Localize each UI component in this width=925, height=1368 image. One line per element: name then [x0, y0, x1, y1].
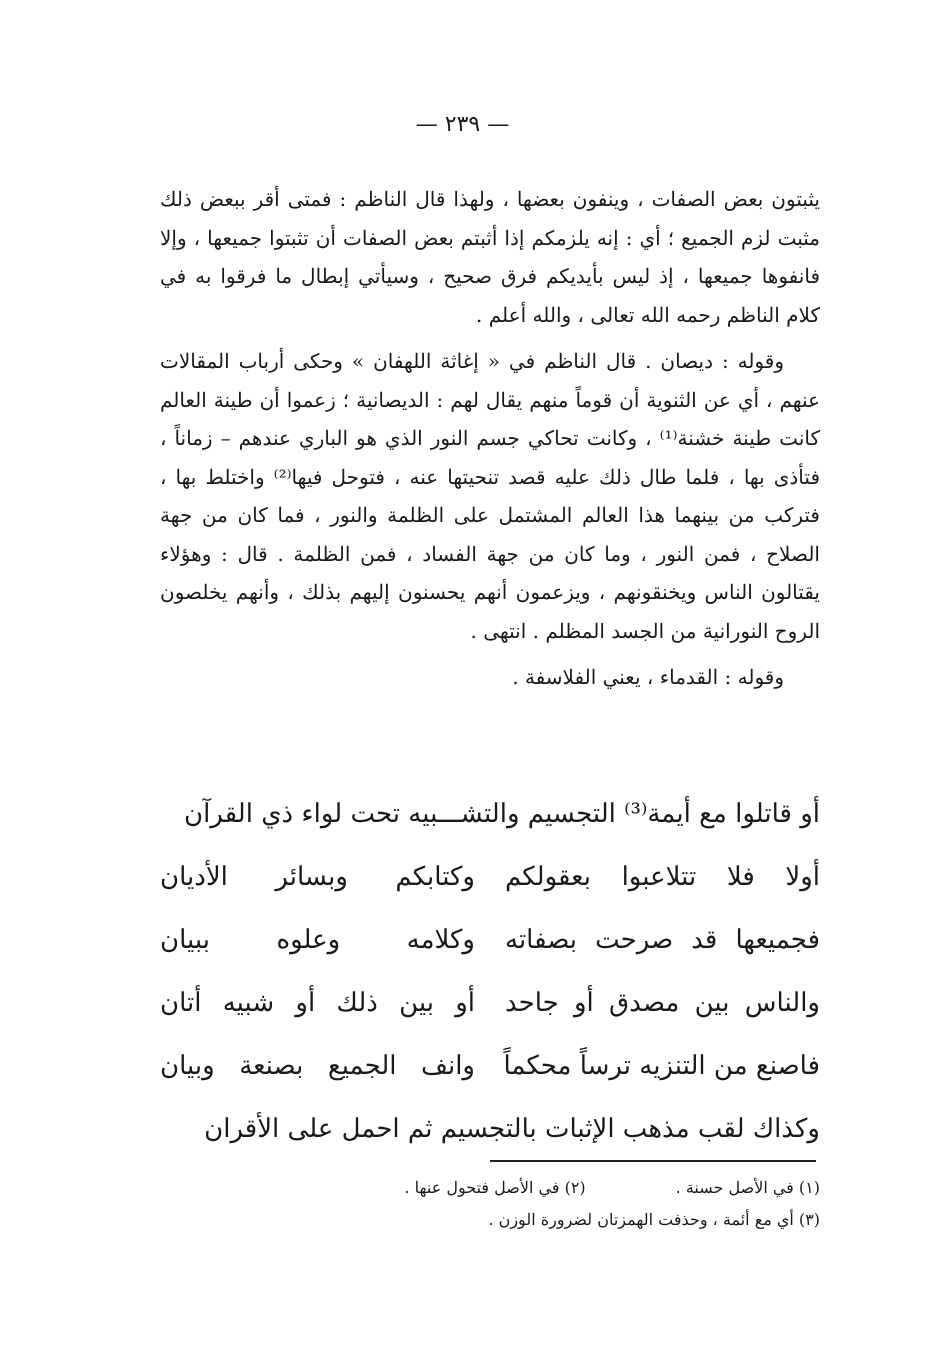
footnotes [240, 1172, 820, 1236]
hemistich-first: فجميعها قد صرحت بصفاته [505, 924, 820, 955]
verse [160, 908, 820, 971]
hemistich-first: أولا فلا تتلاعبوا بعقولكم [505, 861, 820, 892]
verse [160, 782, 820, 845]
paragraph: يثبتون بعض الصفات ، وينفون بعضها ، ولهذا قال الناظم : فمتى أقر ببعض ذلك مثبت لزم الجميع ؛ أي : إنه يلزمكم إذا أثبتم بعض الصفات أن تثبتوا جميعها ، وإلا فانفوها جميعها ، إذ ليس بأيديكم فرق صحيح ، وسيأتي إبطال ما فرقوا به في كلام الناظم رحمه الله تعالى ، والله أعلم . [160, 187, 820, 327]
hemistich-second: وانف الجميع بصنعة وبيان [160, 1050, 475, 1081]
paragraph: وقوله : القدماء ، يعني الفلاسفة . [512, 665, 784, 689]
verse [160, 1097, 820, 1160]
footnote-1: (١) في الأصل حسنة . [675, 1178, 820, 1197]
paragraph: وقوله : ديصان . قال الناظم في « إغاثة اللهفان » وحكى أرباب المقالات عنهم ، أي عن الثنوية أن قوماً منهم يقال لهم : الديصانية ؛ زعموا أن طينة العالم كانت طينة خشنة⁽¹⁾ ، وكانت تحاكي جسم النور الذي هو الباري عندهم – زماناً ، فتأذى بها ، فلما طال ذلك عليه قصد تنحيتها عنه ، فتوحل فيها⁽²⁾ واختلط بها ، فتركب من بينهما هذا العالم المشتمل على الظلمة والنور ، فما كان من جهة الصلاح ، فمن النور ، وما كان من جهة الفساد ، فمن الظلمة . قال : وهؤلاء يقتالون الناس ويخنقونهم ، ويزعمون أنهم يحسنون إليهم بذلك ، وأنهم يخلصون الروح النورانية من الجسد المظلم . انتهى . [160, 349, 821, 643]
hemistich-first: فاصنع من التنزيه ترساً محكماً [503, 1050, 820, 1081]
verse [160, 1034, 820, 1097]
verse-text: أو قاتلوا مع أيمة⁽³⁾ التجسيم والتشـــبيه تحت لواء ذي القرآن [183, 798, 820, 829]
footnote-2: (٢) في الأصل فتحول عنها . [404, 1178, 586, 1197]
footnote-separator [490, 1160, 816, 1162]
footnote-3: (٣) أي مع أئمة ، وحذفت الهمزتان لضرورة الوزن . [488, 1210, 820, 1229]
hemistich-second: وكلامه وعلوه ببيان [160, 924, 475, 955]
footnote-row [240, 1204, 820, 1236]
verse [160, 971, 820, 1034]
hemistich-second: وكتابكم وبسائر الأديان [160, 861, 475, 892]
hemistich-second: أو بين ذلك أو شبيه أتان [160, 987, 475, 1018]
verse-text: وكذاك لقب مذهب الإثبات بالتجسيم ثم احمل على الأقران [204, 1113, 820, 1144]
footnote-row [240, 1172, 820, 1204]
verse [160, 845, 820, 908]
page-number: — ٢٣٩ — [415, 112, 510, 137]
hemistich-first: والناس بين مصدق أو جاحد [505, 987, 820, 1018]
prose-text [160, 180, 820, 697]
poem [160, 782, 820, 1160]
